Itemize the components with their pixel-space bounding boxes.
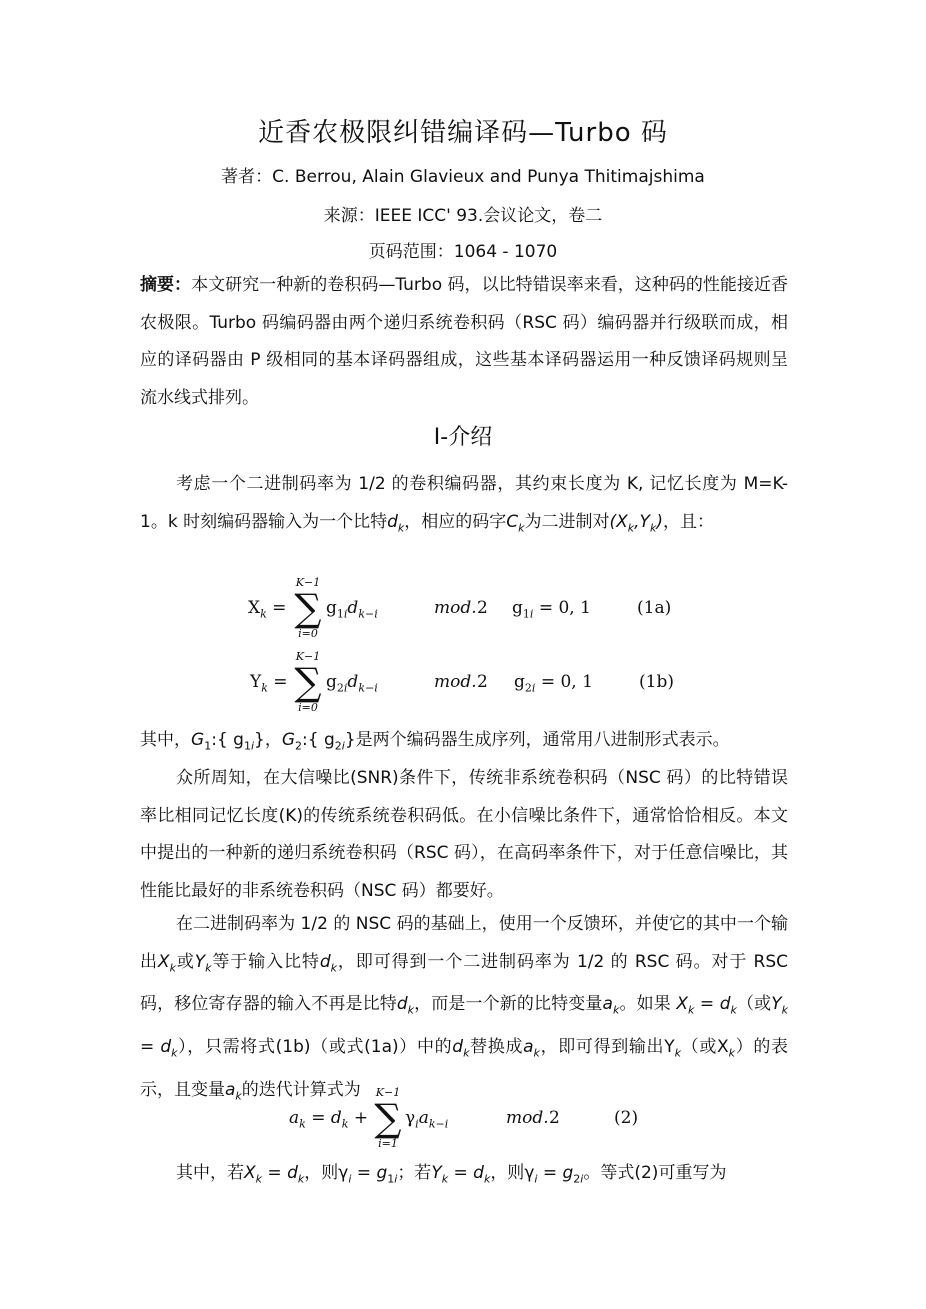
text-run: 在二进制码率为 1/2 的 NSC 码的基础上，使用一个反馈环，并使它的其中一个输出 bbox=[140, 914, 788, 972]
text-run: 。等式(2)可重写为 bbox=[583, 1163, 727, 1183]
eq1a-term: $g_{1i}d_{k-i}$ bbox=[326, 598, 378, 621]
math-g: G bbox=[191, 730, 205, 750]
text-run: ）的表示，且变量 bbox=[140, 1037, 789, 1101]
abstract-text: 本文研究一种新的卷积码—Turbo 码，以比特错误率来看，这种码的性能接近香农极限。Turbo 码编码器由两个递归系统卷积码（RSC 码）编码器并行级联而成，相应的译码器由 P 级相同的基本译码器组成，这些基本译码器运用一种反馈译码规则呈流水线式排列。 bbox=[140, 275, 788, 408]
intro-paragraph-3: 众所周知，在大信噪比(SNR)条件下，传统非系统卷积码（NSC 码）的比特错误率比相同记忆长度(K)的传统系统卷积码低。在小信噪比条件下，通常恰恰相反。本文中提出的一种新的递归系统卷积码（RSC 码），在高码率条件下，对于任意信噪比，其性能比最好的非系统卷积码（NSC 码）都要好。 bbox=[140, 768, 788, 901]
intro-paragraph-5: 其中，若$X_k = d_k$，则$\gamma_i = g_{1i}$；若$Y_k = d_k$，则$\gamma_i = g_{2i}$。等式(2)可重写为 bbox=[176, 1163, 727, 1186]
eq1a-lhs: $X_k$ = bbox=[248, 598, 287, 621]
eq1b-mod-2: 2 bbox=[477, 672, 488, 692]
eq1b-mod: mod. bbox=[434, 672, 477, 692]
text-run: 是两个编码器生成序列，通常用八进制形式表示。 bbox=[355, 730, 730, 750]
text-run: （或 bbox=[681, 1037, 717, 1058]
page-range-line: 页码范围：1064 - 1070 bbox=[368, 242, 558, 262]
text-run: 替换成 bbox=[469, 1037, 524, 1058]
eq2-mod: mod. bbox=[506, 1108, 549, 1128]
text-run: 或 bbox=[175, 951, 195, 972]
paper-title: 近香农极限纠错编译码—Turbo 码 bbox=[258, 118, 668, 148]
text-run: ，即可得到输出 bbox=[539, 1037, 665, 1058]
eq1a-mod: mod. bbox=[434, 598, 477, 618]
text-run: ，而是一个新的比特变量 bbox=[414, 994, 603, 1015]
math-dk: $d_k$ bbox=[387, 511, 405, 534]
text-run: 。如果 bbox=[619, 994, 671, 1015]
text-run: ，则 bbox=[304, 1163, 339, 1183]
eq2-label: (2) bbox=[614, 1108, 639, 1128]
text-run: （或 bbox=[736, 994, 772, 1015]
text-run: ；若 bbox=[397, 1163, 432, 1183]
eq1a-label: (1a) bbox=[637, 598, 672, 618]
abstract bbox=[140, 267, 788, 417]
abstract-label: 摘要： bbox=[140, 275, 192, 295]
intro-paragraph-4: 在二进制码率为 1/2 的 NSC 码的基础上，使用一个反馈环，并使它的其中一个输出$X_k$或$Y_k$等于输入比特$d_k$，即可得到一个二进制码率为 1/2 的 RSC 码。对于 RSC 码，移位寄存器的输入不再是比特$d_k$，而是一个新的比特变量$a_k$。如果 $X_k = d_k$（或$Y_k = d_k$），只需将式(1b)（或式(1a)）中的$d_k$替换成$a_k$，即可得到输出$Y_k$（或$X_k$）的表示，且变量$a_k$的迭代计算式为 bbox=[140, 914, 789, 1103]
eq1b-g: $g_{2i} = 0$, 1 bbox=[514, 672, 593, 695]
eq2-term: $\gamma_ia_{k-i}$ bbox=[405, 1108, 449, 1131]
text-run: ），只需将式(1b)（或式(1a)）中的 bbox=[177, 1037, 453, 1058]
math-ck: $C_k$ bbox=[506, 511, 525, 534]
eq1b-lhs: $Y_k$ = bbox=[250, 672, 288, 695]
text-run: ，则 bbox=[490, 1163, 525, 1183]
text-run: ，即可得到一个二进制码率为 1/2 的 RSC 码。对于 RSC 码，移位寄存器的输入不再是比特 bbox=[140, 951, 789, 1015]
sum-symbol: K−1 ∑ i=0 bbox=[294, 650, 322, 714]
text-run: 其中，若 bbox=[176, 1163, 244, 1183]
eq1a-mod-2: 2 bbox=[477, 598, 488, 618]
text-run: 为二进制对 bbox=[524, 511, 610, 532]
eq1b-label: (1b) bbox=[639, 672, 674, 692]
section-heading: Ⅰ-介绍 bbox=[433, 425, 493, 450]
text-run: ，且： bbox=[662, 511, 714, 532]
intro-paragraph-1 bbox=[140, 466, 788, 546]
eq2-mod-2: 2 bbox=[549, 1108, 560, 1128]
math-pair: $(X_k,Y_k)$ bbox=[609, 511, 663, 534]
sum-symbol: K−1 ∑ i=0 bbox=[294, 576, 322, 640]
text-run: 考虑一个二进制码率为 1/2 的卷积编码器，其约束长度为 K, 记忆长度为 M=K-1。k 时刻编码器输入为一个比特 bbox=[140, 474, 788, 532]
text-run: ，相应的码字 bbox=[404, 511, 507, 532]
intro-paragraph-2: 其中，$G_1$:{ $g_{1i}$}，$G_2$:{ $g_{2i}$}是两个编码器生成序列，通常用八进制形式表示。 bbox=[140, 730, 730, 753]
text-run: 等于输入比特 bbox=[211, 951, 320, 972]
sum-symbol: K−1 ∑ i=1 bbox=[374, 1086, 402, 1150]
eq2-lhs: $a_k = d_k$ + bbox=[289, 1108, 369, 1131]
eq1b-term: $g_{2i}d_{k-i}$ bbox=[326, 672, 378, 695]
authors-line: 著者：C. Berrou, Alain Glavieux and Punya Thitimajshima bbox=[221, 167, 705, 187]
source-line: 来源：IEEE ICC' 93.会议论文，卷二 bbox=[323, 206, 603, 226]
text-run: 的迭代计算式为 bbox=[241, 1080, 361, 1101]
text-run: 其中， bbox=[140, 730, 191, 750]
eq1a-g: $g_{1i} = 0$, 1 bbox=[512, 598, 591, 621]
